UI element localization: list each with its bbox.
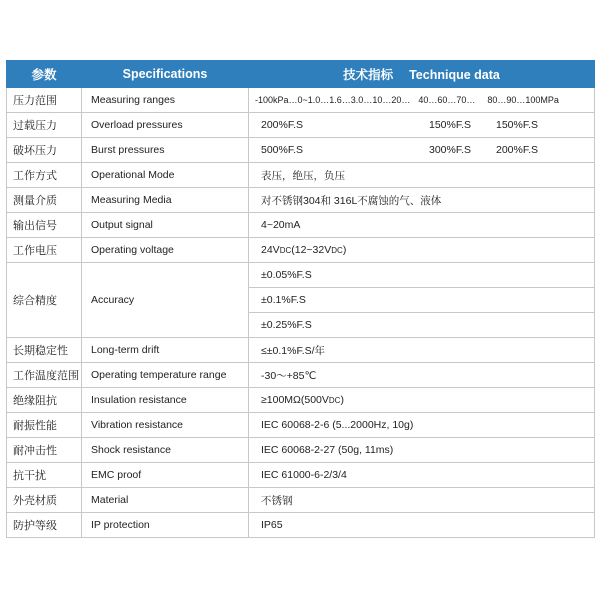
row-ip	[7, 513, 595, 538]
header-tech: 技术指标 Technique data	[249, 61, 595, 88]
label-en: Shock resistance	[82, 438, 249, 463]
value-cell: IEC 60068-2-27 (50g, 11ms)	[249, 438, 595, 463]
value-cell: 4~20mA	[249, 213, 595, 238]
label-cn: 外壳材质	[7, 488, 82, 513]
value-cell: 对不锈钢304和 316L不腐蚀的气、液体	[249, 188, 595, 213]
range-high: 80…90…100MPa	[487, 95, 559, 105]
insulation-value: ≥100MΩ(500V	[261, 394, 329, 406]
value-cell	[249, 138, 595, 163]
voltage-range: (12~32V	[291, 244, 332, 256]
row-emc	[7, 463, 595, 488]
row-media	[7, 188, 595, 213]
value-3: 150%F.S	[496, 119, 539, 131]
dc-subscript: DC	[328, 396, 341, 405]
header-row	[7, 61, 595, 88]
value-cell: -30～+85℃	[249, 363, 595, 388]
value-cell: IEC 61000-6-2/3/4	[249, 463, 595, 488]
label-en: Operating temperature range	[82, 363, 249, 388]
label-cn: 工作电压	[7, 238, 82, 263]
value-3: 200%F.S	[496, 144, 539, 156]
label-cn: 长期稳定性	[7, 338, 82, 363]
label-cn: 耐振性能	[7, 413, 82, 438]
label-en: Output signal	[82, 213, 249, 238]
label-cn: 过载压力	[7, 113, 82, 138]
value-cell: ±0.05%F.S	[249, 263, 595, 288]
value-cell	[249, 88, 595, 113]
label-cn: 压力范围	[7, 88, 82, 113]
value-cell	[249, 113, 595, 138]
label-en: Operating voltage	[82, 238, 249, 263]
label-en: Operational Mode	[82, 163, 249, 188]
value-2: 150%F.S	[429, 119, 472, 131]
header-spec: Specifications	[82, 61, 249, 88]
label-en: Burst pressures	[82, 138, 249, 163]
row-accuracy-1	[7, 263, 595, 288]
row-overload	[7, 113, 595, 138]
label-cn: 工作温度范围	[7, 363, 82, 388]
label-cn: 输出信号	[7, 213, 82, 238]
voltage-nominal: 24V	[261, 244, 280, 256]
value-cell	[249, 388, 595, 413]
label-en: Material	[82, 488, 249, 513]
label-en: EMC proof	[82, 463, 249, 488]
row-material	[7, 488, 595, 513]
label-en: Measuring Media	[82, 188, 249, 213]
value-cell: IP65	[249, 513, 595, 538]
label-en: Insulation resistance	[82, 388, 249, 413]
label-en: Long-term drift	[82, 338, 249, 363]
row-temp	[7, 363, 595, 388]
row-drift	[7, 338, 595, 363]
dc-subscript: DC	[279, 246, 292, 255]
row-insulation	[7, 388, 595, 413]
dc-subscript: DC	[331, 246, 343, 255]
row-burst	[7, 138, 595, 163]
spec-table	[6, 60, 595, 538]
label-cn: 测量介质	[7, 188, 82, 213]
label-cn: 综合精度	[7, 263, 82, 338]
value-1: 200%F.S	[261, 119, 304, 131]
range-low: -100kPa…0~1.0…1.6…3.0…10…20…	[255, 95, 411, 105]
value-1: 500%F.S	[261, 144, 304, 156]
value-2: 300%F.S	[429, 144, 472, 156]
label-cn: 绝缘阻抗	[7, 388, 82, 413]
range-mid: 40…60…70…	[418, 95, 476, 105]
value-cell: ±0.25%F.S	[249, 313, 595, 338]
label-cn: 防护等级	[7, 513, 82, 538]
label-cn: 破坏压力	[7, 138, 82, 163]
label-cn: 耐冲击性	[7, 438, 82, 463]
insulation-close: )	[340, 394, 344, 406]
voltage-close: )	[342, 244, 347, 256]
label-en: IP protection	[82, 513, 249, 538]
row-output	[7, 213, 595, 238]
label-en: Measuring ranges	[82, 88, 249, 113]
label-cn: 抗干扰	[7, 463, 82, 488]
value-cell	[249, 238, 595, 263]
row-voltage	[7, 238, 595, 263]
value-cell: 表压，绝压，负压	[249, 163, 595, 188]
value-cell: ≤±0.1%F.S/年	[249, 338, 595, 363]
row-range	[7, 88, 595, 113]
label-en: Vibration resistance	[82, 413, 249, 438]
row-vibration	[7, 413, 595, 438]
label-cn: 工作方式	[7, 163, 82, 188]
value-cell: IEC 60068-2-6 (5...2000Hz, 10g)	[249, 413, 595, 438]
label-en: Overload pressures	[82, 113, 249, 138]
label-en: Accuracy	[82, 263, 249, 338]
value-cell: 不锈钢	[249, 488, 595, 513]
header-param: 参数	[7, 61, 82, 88]
value-cell: ±0.1%F.S	[249, 288, 595, 313]
row-shock	[7, 438, 595, 463]
row-mode	[7, 163, 595, 188]
